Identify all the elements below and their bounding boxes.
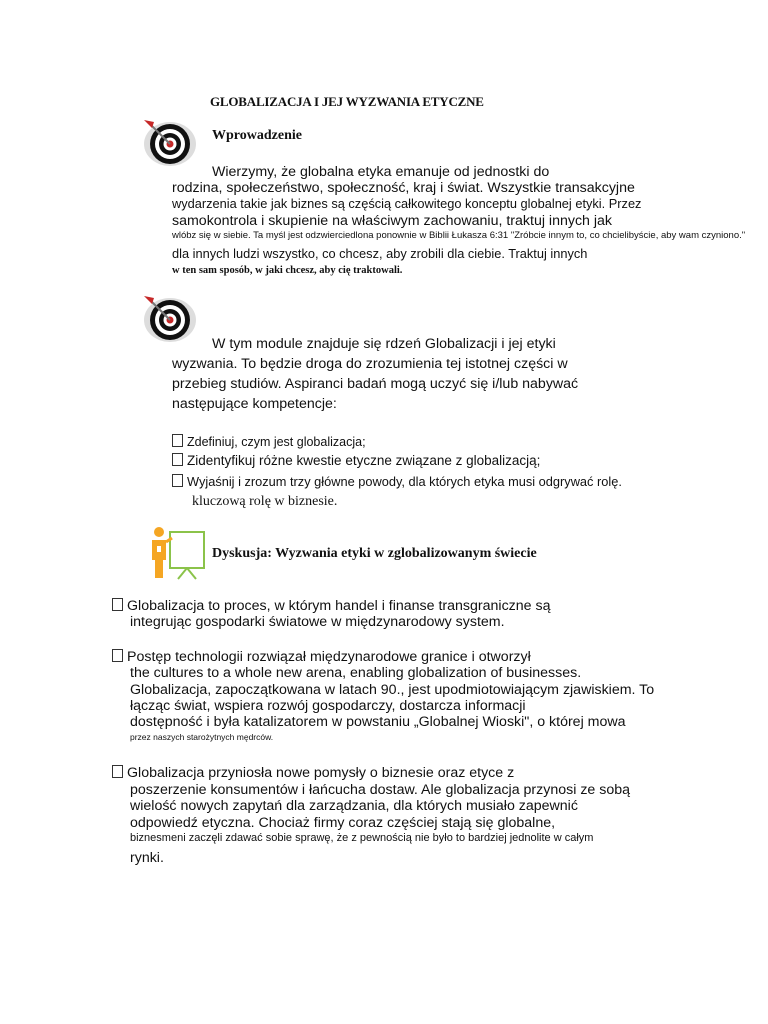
intro-line: w ten sam sposób, w jaki chcesz, aby cię traktowali. xyxy=(172,265,403,276)
checkbox-icon xyxy=(112,765,123,778)
module-line: wyzwania. To będzie droga do zrozumienia tej istotnej części w xyxy=(172,356,568,372)
paragraph-line: Postęp technologii rozwiązał międzynarodowe granice i otworzył xyxy=(112,648,531,667)
intro-heading: Wprowadzenie xyxy=(212,128,302,143)
paragraph-line: rynki. xyxy=(130,850,164,866)
intro-line: dla innych ludzi wszystko, co chcesz, aby zrobili dla ciebie. Traktuj innych xyxy=(172,246,588,261)
intro-line: wydarzenia takie jak biznes są częścią całkowitego konceptu globalnej etyki. Przez xyxy=(172,196,642,211)
checkbox-icon xyxy=(112,649,123,662)
checkbox-icon xyxy=(172,453,183,466)
intro-line: Wierzymy, że globalna etyka emanuje od jednostki do xyxy=(212,164,550,180)
intro-line: samokontrola i skupienie na właściwym zachowaniu, traktuj innych jak xyxy=(172,213,613,229)
module-line: następujące kompetencje: xyxy=(172,396,337,412)
checkbox-icon xyxy=(112,598,123,611)
intro-line: wlóbz się w siebie. Ta myśl jest odzwierciedlona ponownie w Biblii Łukasza 6:31 "Zróbcie innym to, co chcielibyście, aby wam czyniono." xyxy=(172,230,746,241)
discussion-heading: Dyskusja: Wyzwania etyki w zglobalizowanym świecie xyxy=(212,546,537,561)
target-icon xyxy=(140,292,200,344)
paragraph-line: przez naszych starożytnych mędrców. xyxy=(130,732,274,742)
module-line: W tym module znajduje się rdzeń Globalizacji i jej etyki xyxy=(212,336,556,352)
checkbox-icon xyxy=(172,434,183,447)
paragraph-line: Globalizacja przyniosła nowe pomysły o biznesie oraz etyce z xyxy=(112,764,514,783)
presenter-icon xyxy=(148,526,208,582)
bullet-item: Zdefiniuj, czym jest globalizacja; xyxy=(172,434,366,449)
paragraph-line: łącząc świat, wspiera rozwój gospodarczy, dostarcza informacji xyxy=(130,698,526,714)
paragraph-line: odpowiedź etyczna. Chociaż firmy coraz częściej stają się globalne, xyxy=(130,815,556,831)
paragraph-line: poszerzenie konsumentów i łańcucha dostaw. Ale globalizacja przynosi ze sobą xyxy=(130,782,631,798)
bullet-item: Zidentyfikuj różne kwestie etyczne związane z globalizacją; xyxy=(172,453,540,468)
paragraph-line: Globalizacja, zapoczątkowana w latach 90., jest upodmiotowiającym zjawiskiem. To xyxy=(130,682,655,698)
checkbox-icon xyxy=(172,474,183,487)
paragraph-line: integrując gospodarki światowe w międzynarodowy system. xyxy=(130,614,505,630)
module-line: przebieg studiów. Aspiranci badań mogą uczyć się i/lub nabywać xyxy=(172,376,579,392)
bullet-continuation: kluczową rolę w biznesie. xyxy=(192,494,338,509)
target-icon xyxy=(140,116,200,168)
paragraph-line: biznesmeni zaczęli zdawać sobie sprawę, że z pewnością nie było to bardziej jednolite w całym xyxy=(130,832,594,844)
bullet-item: Wyjaśnij i zrozum trzy główne powody, dla których etyka musi odgrywać rolę. xyxy=(172,474,622,489)
paragraph-line: the cultures to a whole new arena, enabling globalization of businesses. xyxy=(130,665,582,681)
paragraph-line: wielość nowych zapytań dla zarządzania, dla których musiało zapewnić xyxy=(130,798,578,814)
paragraph-line: Globalizacja to proces, w którym handel i finanse transgraniczne są xyxy=(112,597,550,616)
paragraph-line: dostępność i była katalizatorem w powstaniu „Globalnej Wioski", o której mowa xyxy=(130,714,626,730)
document-title: GLOBALIZACJA I JEJ WYZWANIA ETYCZNE xyxy=(210,94,484,109)
intro-line: rodzina, społeczeństwo, społeczność, kraj i świat. Wszystkie transakcyjne xyxy=(172,180,635,196)
